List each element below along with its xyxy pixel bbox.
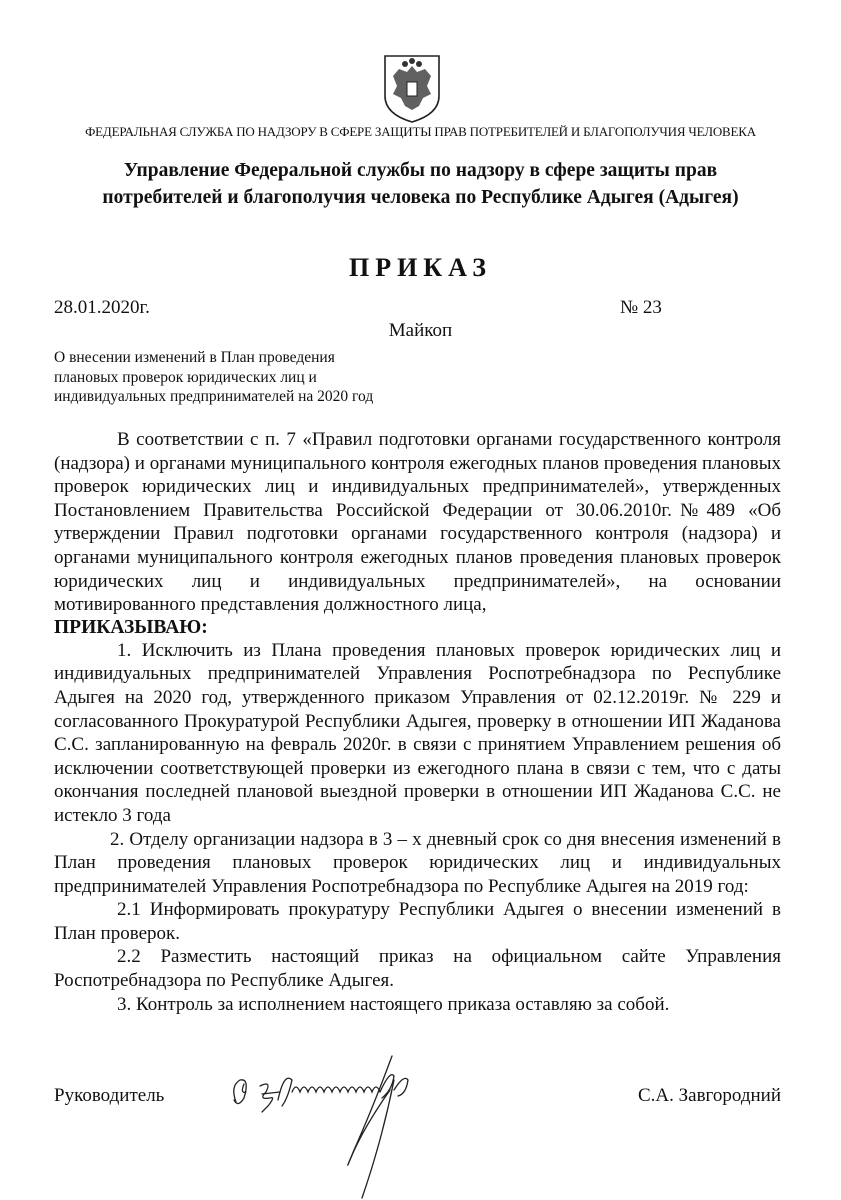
- document-title: ПРИКАЗ: [348, 253, 493, 282]
- subject-line: О внесении изменений в План проведения: [54, 349, 335, 366]
- department-name: [40, 157, 801, 211]
- signatory-name: С.А. Завгородний: [637, 1085, 781, 1106]
- handwritten-signature: [222, 1050, 522, 1200]
- order-item: 2.1 Информировать прокуратуру Республики Адыгея о внесении изменений в План проверок.: [54, 899, 781, 944]
- orders-heading: ПРИКАЗЫВАЮ:: [54, 616, 208, 638]
- order-item: 2. Отделу организации надзора в 3 – х дневный срок со дня внесения изменений в План проведения плановых проверок юридических лиц и индивидуальных предпринимателей Управления Роспотребнадзора по Республике Адыгея на 2019 год:: [54, 828, 781, 897]
- order-item: 2.2 Разместить настоящий приказ на официальном сайте Управления Роспотребнадзора по Республике Адыгея.: [54, 946, 781, 992]
- document-body: [54, 428, 781, 1016]
- order-item: 3. Контроль за исполнением настоящего приказа оставляю за собой.: [117, 993, 670, 1015]
- document-city: Майкоп: [388, 320, 453, 341]
- signatory-role: Руководитель: [54, 1085, 165, 1106]
- agency-name: ФЕДЕРАЛЬНАЯ СЛУЖБА ПО НАДЗОРУ В СФЕРЕ ЗАЩИТЫ ПРАВ ПОТРЕБИТЕЛЕЙ И БЛАГОПОЛУЧИЯ ЧЕЛОВЕКА: [85, 124, 756, 139]
- order-item: 1. Исключить из Плана проведения плановых проверок юридических лиц и индивидуальных предпринимателей Управления Роспотребнадзора по Республике Адыгея на 2020 год, утвержденного приказом Управления от 02.12.2019г. № 229 и согласованного Прокуратурой Республики Адыгея, проверку в отношении ИП Жаданова С.С. запланированную на февраль 2020г. в связи с принятием Управлением решения об исключении соответствующей проверки из ежегодного плана в связи с тем, что с даты окончания последней плановой выездной проверки в отношении ИП Жаданова С.С. не истекло 3 года: [54, 639, 781, 826]
- document-number: № 23: [620, 297, 662, 318]
- coat-of-arms-icon: [381, 52, 443, 124]
- department-line: Управление Федеральной службы по надзору в сфере защиты прав: [123, 160, 718, 181]
- subject-line: плановых проверок юридических лиц и: [54, 368, 317, 386]
- department-line: потребителей и благополучия человека по Республике Адыгея (Адыгея): [102, 187, 739, 208]
- document-subject: [54, 348, 434, 407]
- preamble-paragraph: В соответствии с п. 7 «Правил подготовки органами государственного контроля (надзора) и органами муниципального контроля ежегодных планов проведения плановых проверок юридических лиц и индивидуальных предпринимателей», утвержденных Постановлением Правительства Российской Федерации от 30.06.2010г.№489 «Об утверждении Правил подготовки органами государственного контроля (надзора) и органами муниципального контроля ежегодных планов проведения плановых проверок юридических лиц и индивидуальных предпринимателей», на основании мотивированного представления должностного лица,: [54, 429, 781, 616]
- document-date: 28.01.2020г.: [54, 297, 150, 318]
- subject-line: индивидуальных предпринимателей на 2020 год: [54, 388, 374, 405]
